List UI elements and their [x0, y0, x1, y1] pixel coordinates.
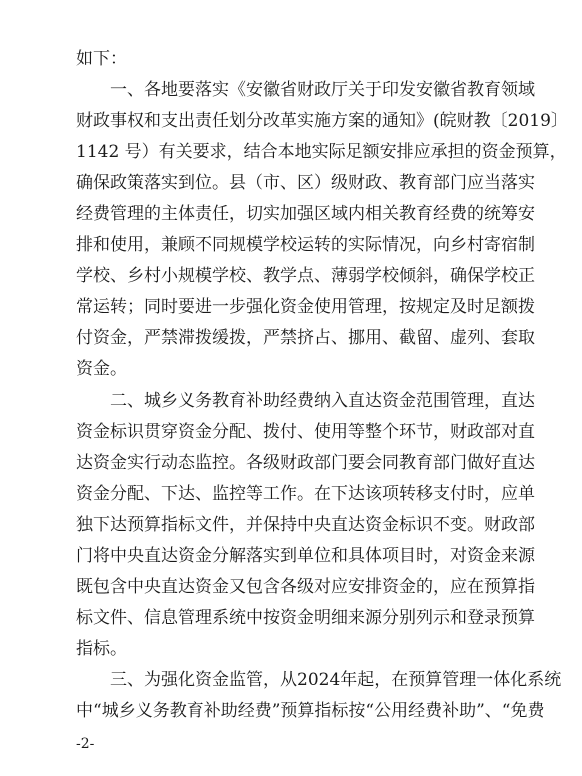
text-line: 1142 号）有关要求，结合本地实际足额安排应承担的资金预算， — [76, 142, 567, 162]
text-line: 中“城乡义务教育补助经费”预算指标按“公用经费补助”、“免费 — [76, 701, 545, 721]
text-line: 排和使用，兼顾不同规模学校运转的实际情况，向乡村寄宿制 — [76, 235, 535, 255]
text-line: 既包含中央直达资金又包含各级对应安排资金的，应在预算指 — [76, 577, 535, 597]
text-line: 如下： — [76, 49, 127, 69]
paragraph-1-start: 一、各地要落实《安徽省财政厅关于印发安徽省教育领域 — [110, 80, 535, 100]
text-line: 资金标识贯穿资金分配、拨付、使用等整个环节，财政部对直 — [76, 422, 535, 442]
text-line: 确保政策落实到位。县（市、区）级财政、教育部门应当落实 — [76, 173, 535, 193]
paragraph-2-start: 二、城乡义务教育补助经费纳入直达资金范围管理，直达 — [110, 391, 535, 411]
text-line: 达资金实行动态监控。各级财政部门要会同教育部门做好直达 — [76, 453, 535, 473]
paragraph-3-start: 三、为强化资金监管，从2024年起，在预算管理一体化系统 — [110, 670, 562, 690]
text-line: 资金分配、下达、监控等工作。在下达该项转移支付时，应单 — [76, 484, 535, 504]
text-line: 资金。 — [76, 359, 127, 379]
text-line: 独下达预算指标文件，并保持中央直达资金标识不变。财政部 — [76, 515, 535, 535]
text-line: 标文件、信息管理系统中按资金明细来源分别列示和登录预算 — [76, 608, 535, 628]
text-line: 经费管理的主体责任，切实加强区域内相关教育经费的统筹安 — [76, 204, 535, 224]
text-line: 指标。 — [76, 639, 127, 659]
text-line: 财政事权和支出责任划分改革实施方案的通知》(皖财教〔2019〕 — [76, 111, 568, 131]
text-line: 付资金，严禁滞拨缓拨，严禁挤占、挪用、截留、虚列、套取 — [76, 328, 535, 348]
text-line: 门将中央直达资金分解落实到单位和具体项目时，对资金来源 — [76, 546, 535, 566]
text-line: 学校、乡村小规模学校、教学点、薄弱学校倾斜，确保学校正 — [76, 266, 535, 286]
text-line: 常运转；同时要进一步强化资金使用管理，按规定及时足额拨 — [76, 297, 535, 317]
page-number: -2- — [76, 736, 95, 752]
